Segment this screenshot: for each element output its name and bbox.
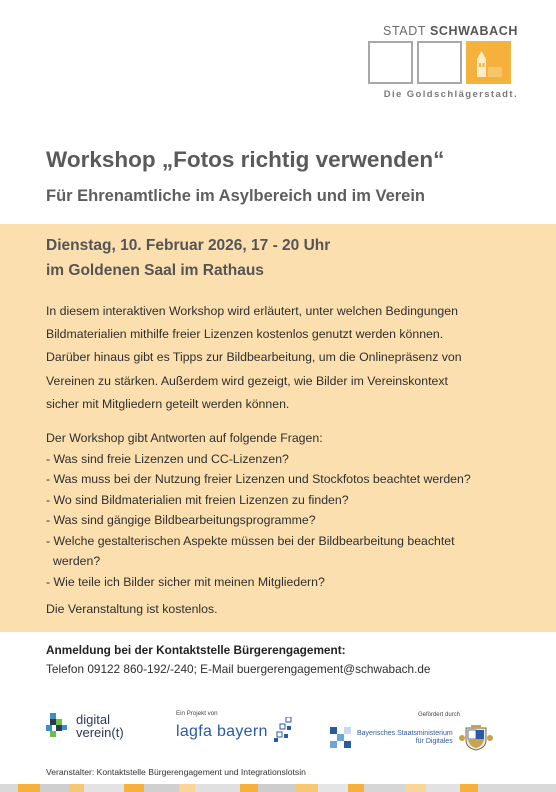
ministry-logo (330, 712, 516, 752)
intro-line: Darüber hinaus gibt es Tipps zur Bildbearbeitung, um die Onlinepräsenz von (46, 350, 462, 365)
lagfa-dots-icon (274, 717, 294, 743)
intro-line: Vereinen zu stärken. Außerdem wird gezeigt, wie Bilder im Vereinskontext (46, 373, 448, 388)
funded-by-label: Gefördert durch (417, 712, 460, 718)
intro-line: sicher mit Mitgliedern geteilt werden können. (46, 396, 290, 411)
questions-heading: Der Workshop gibt Antworten auf folgende Fragen: (46, 431, 323, 445)
logo-tagline: Die Goldschlägerstadt. (383, 89, 518, 100)
digital-vereint-logo (46, 713, 124, 739)
logo-wordmark (368, 24, 518, 38)
ministry-name-line2: für Digitales (415, 738, 453, 745)
event-place: im Goldenen Saal im Rathaus (46, 262, 264, 279)
intro-line: In diesem interaktiven Workshop wird erläutert, unter welchen Bedingungen (46, 304, 458, 318)
list-item-continuation: werden? (53, 554, 101, 568)
free-admission-note: Die Veranstaltung ist kostenlos. (46, 602, 218, 616)
lagfa-name: lagfa bayern (176, 723, 268, 740)
contact-details: Telefon 09122 860-192/-240; E-Mail buergerengagement@schwabach.de (46, 662, 431, 676)
list-item: - Welche gestalterischen Aspekte müssen bei der Bildbearbeitung beachtet (46, 533, 455, 548)
logo-stadt: STADT (383, 24, 426, 38)
lagfa-logo (176, 710, 294, 743)
digital-label: digital (76, 712, 110, 727)
page-subtitle: Für Ehrenamtliche im Asylbereich und im Verein (46, 187, 426, 205)
vereint-label: verein(t) (76, 725, 124, 740)
intro-paragraph (46, 300, 526, 416)
logo-city-name: SCHWABACH (429, 24, 518, 38)
footer-color-bar (0, 784, 556, 792)
logo-square (417, 41, 462, 84)
stadt-schwabach-logo (368, 24, 518, 100)
bavarian-coat-of-arms-icon (458, 724, 494, 752)
project-by-label: Ein Projekt von (176, 710, 218, 717)
page-title: Workshop „Fotos richtig verwenden“ (46, 147, 445, 172)
list-item: - Was sind freie Lizenzen und CC-Lizenzen? (46, 451, 289, 466)
organizer-line: Veranstalter: Kontaktstelle Bürgerengagement und Integrationslotsin (46, 767, 306, 777)
list-item: - Was sind gängige Bildbearbeitungsprogramme? (46, 513, 316, 527)
list-item: - Wo sind Bildmaterialien mit freien Lizenzen zu finden? (46, 492, 349, 507)
logo-squares (368, 41, 518, 84)
digital-vereint-icon (46, 713, 72, 739)
ministry-name-line1: Bayerisches Staatsministerium (357, 729, 453, 737)
logo-gold-square (466, 41, 511, 84)
logo-square (368, 41, 413, 84)
questions-list (46, 428, 526, 592)
list-item: - Was muss bei der Nutzung freier Lizenzen und Stockfotos beachtet werden? (46, 472, 471, 486)
church-tower-icon (474, 49, 504, 79)
list-item: - Wie teile ich Bilder sicher mit meinen Mitgliedern? (46, 574, 325, 589)
intro-line: Bildmaterialien mithilfe freier Lizenzen kostenlos genutzt werden können. (46, 327, 444, 342)
registration-heading: Anmeldung bei der Kontaktstelle Bürgerengagement: (46, 643, 346, 657)
ministry-pixel-icon (330, 727, 352, 749)
event-date: Dienstag, 10. Februar 2026, 17 - 20 Uhr (46, 237, 331, 254)
